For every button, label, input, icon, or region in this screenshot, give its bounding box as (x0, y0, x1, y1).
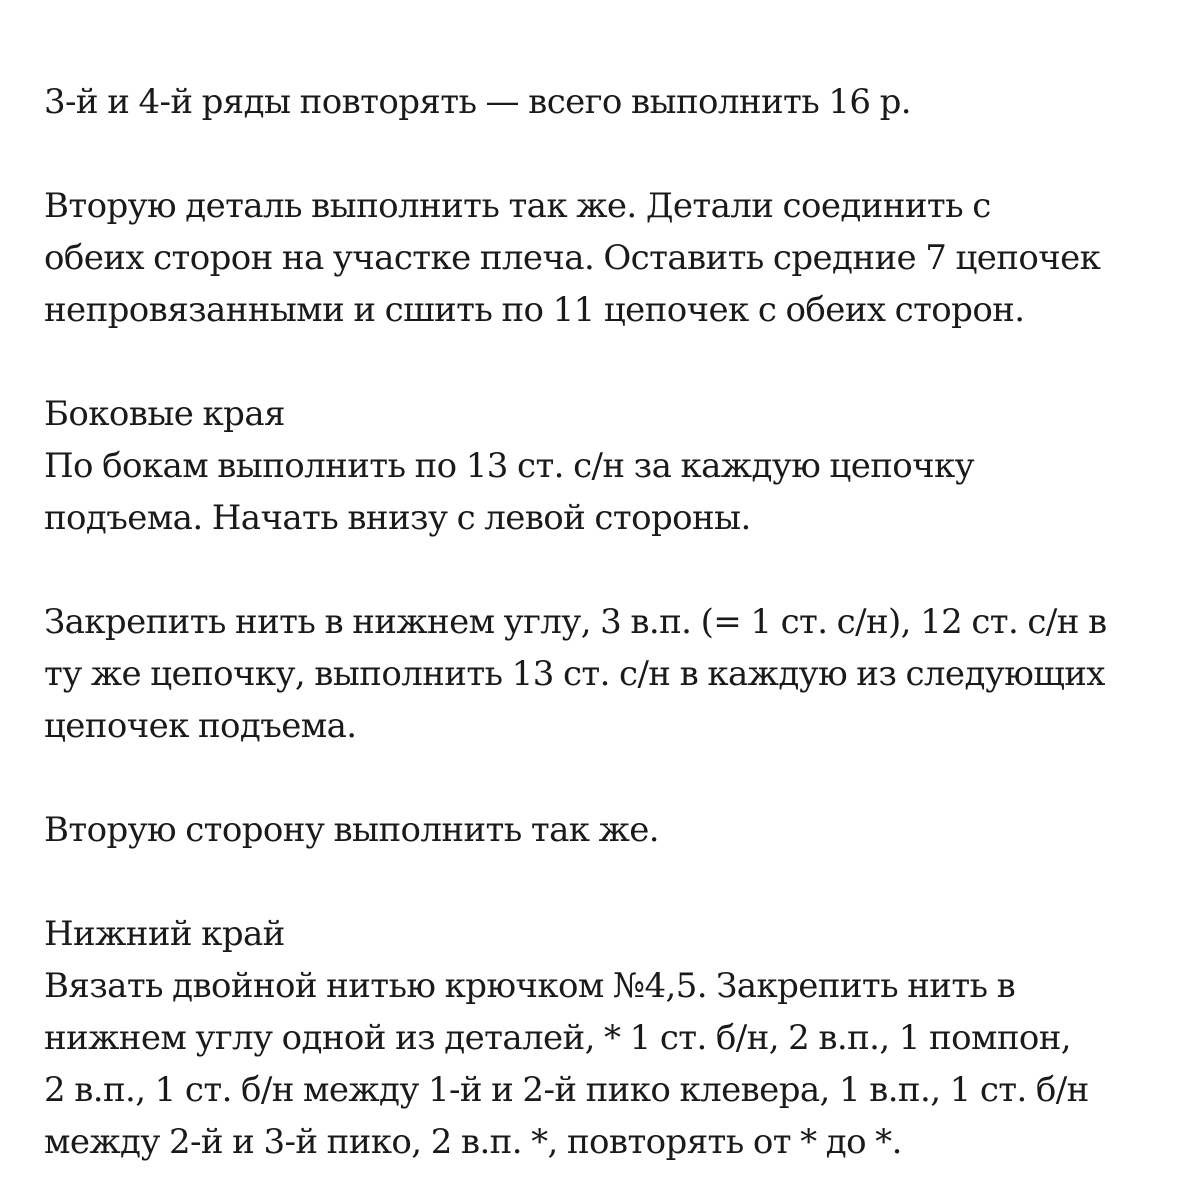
text-line: нижнем углу одной из деталей, * 1 ст. б/н, 2 в.п., 1 помпон, (44, 1018, 1072, 1058)
paragraph-second-side (44, 804, 1164, 856)
text-line: подъема. Начать внизу с левой стороны. (44, 498, 751, 538)
text-line: Закрепить нить в нижнем углу, 3 в.п. (= 1 ст. с/н), 12 ст. с/н в (44, 602, 1107, 642)
text-line: непровязанными и сшить по 11 цепочек с обеих сторон. (44, 290, 1025, 330)
paragraph-gap (44, 544, 1164, 596)
text-line: 2 в.п., 1 ст. б/н между 1-й и 2-й пико клевера, 1 в.п., 1 ст. б/н (44, 1070, 1089, 1110)
text-line: обеих сторон на участке плеча. Оставить средние 7 цепочек (44, 238, 1101, 278)
paragraph-gap (44, 128, 1164, 180)
paragraph-bottom-edge (44, 908, 1164, 1168)
section-heading-bottom-edge: Нижний край (44, 914, 285, 954)
paragraph-attach-thread (44, 596, 1164, 752)
text-line: Вязать двойной нитью крючком №4,5. Закрепить нить в (44, 966, 1016, 1006)
document-body (44, 76, 1164, 1168)
text-line: 3-й и 4-й ряды повторять — всего выполнить 16 р. (44, 82, 911, 122)
paragraph-second-part (44, 180, 1164, 336)
paragraph-gap (44, 336, 1164, 388)
text-line: ту же цепочку, выполнить 13 ст. с/н в каждую из следующих (44, 654, 1105, 694)
text-line: Вторую деталь выполнить так же. Детали соединить с (44, 186, 991, 226)
paragraph-rows-repeat (44, 76, 1164, 128)
section-heading-side-edges: Боковые края (44, 394, 285, 434)
text-line: между 2-й и 3-й пико, 2 в.п. *, повторять от * до *. (44, 1122, 902, 1162)
paragraph-gap (44, 856, 1164, 908)
paragraph-side-edges (44, 388, 1164, 544)
text-line: Вторую сторону выполнить так же. (44, 810, 659, 850)
text-line: По бокам выполнить по 13 ст. с/н за каждую цепочку (44, 446, 975, 486)
text-line: цепочек подъема. (44, 706, 357, 746)
paragraph-gap (44, 752, 1164, 804)
